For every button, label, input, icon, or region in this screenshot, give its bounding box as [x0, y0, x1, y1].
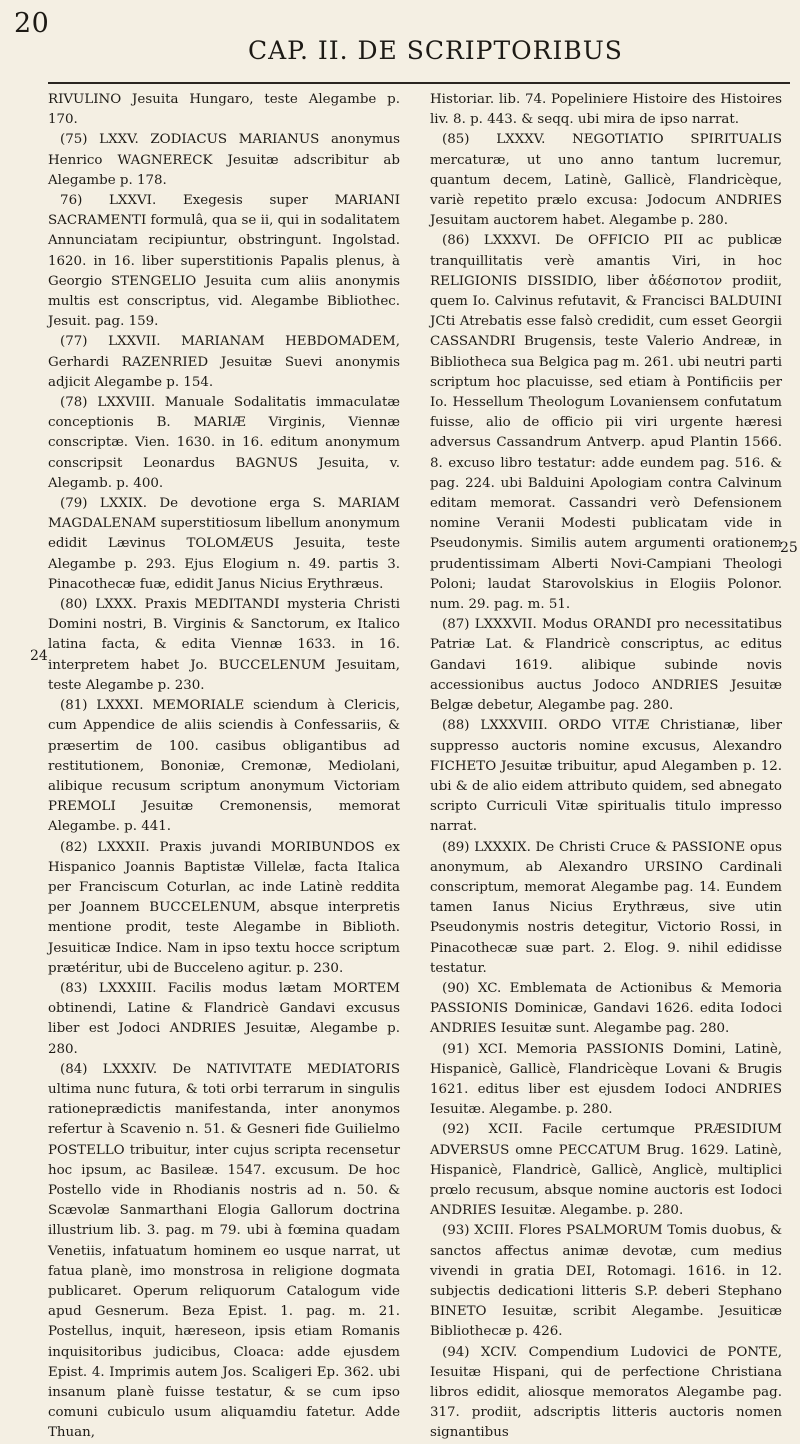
entry-paragraph: (85) LXXXV. NEGOTIATIO SPIRITUALIS mercaturæ, ut uno anno tantum lucremur, quantum decem, Latinè, Gallicè, Flandricèque, variè repetito prælo excusa: Jodocum ANDRIES Jesuitam auctorem habet. Alegambe p. 280. — [430, 132, 782, 229]
right-margin-mark: 25 — [780, 540, 798, 556]
entry-paragraph: (92) XCII. Facile certumque PRÆSIDIUM ADVERSUS omne PECCATUM Brug. 1629. Latinè, Hispanicè, Flandricè, Gallicè, Anglicè, multiplici prœlo recusum, absque nomine auctoris est Iodoci ANDRIES Iesuitæ. Alegambe. p. 280. — [430, 1122, 782, 1219]
entry-paragraph: (93) XCIII. Flores PSALMORUM Tomis duobus, & sanctos affectus animæ devotæ, cum medius vivendi in gratia DEI, Rotomagi. 1616. in 12. subjectis dedicationi litteris S.P. deberi Stephano BINETO Iesuitæ, scribit Alegambe. Jesuiticæ Bibliothecæ p. 426. — [430, 1223, 782, 1340]
entry-paragraph: (77) LXXVII. MARIANAM HEBDOMADEM, Gerhardi RAZENRIED Jesuitæ Suevi anonymis adjicit Alegambe p. 154. — [48, 334, 400, 390]
entry-paragraph: (91) XCI. Memoria PASSIONIS Domini, Latinè, Hispanicè, Gallicè, Flandricèque Lovani & Brugis 1621. editus liber est ejusdem Iodoci ANDRIES Iesuitæ. Alegambe. p. 280. — [430, 1041, 782, 1118]
entry-paragraph: (87) LXXXVII. Modus ORANDI pro necessitatibus Patriæ Lat. & Flandricè conscriptus, ac editus Gandavi 1619. alibique subinde novis accessionibus auctus Jodoco ANDRIES Jesuitæ Belgæ debetur, Alegambe pag. 280. — [430, 617, 782, 714]
entry-paragraph: (90) XC. Emblemata de Actionibus & Memoria PASSIONIS Dominicæ, Gandavi 1626. edita Iodoci ANDRIES Iesuitæ sunt. Alegambe pag. 280. — [430, 980, 782, 1037]
entry-paragraph: RIVULINO Jesuita Hungaro, teste Alegambe p. 170. — [48, 92, 400, 128]
entry-paragraph: (86) LXXXVI. De OFFICIO PII ac publicæ tranquillitatis verè amantis Viri, in hoc RELIGIONIS DISSIDIO, liber ἀδέσποτον prodiit, quem Io. Calvinus refutavit, & Francisci BALDUINI JCti Atrebatis esse falsò credidit, cum esset Georgii CASSANDRI Brugensis, teste Valerio Andreæ, in Bibliotheca sua Belgica pag m. 261. ubi neutri parti scriptum hoc placuisse, sed etiam à Pontificiis per Io. Hessellum Theologum Lovaniensem confutatum fuisse, alio de officio pii viri urgente hæresi adversus Cassandrum Antverp. apud Plantin 1566. 8. excuso libro testatur: adde eundem pag. 516. & pag. 224. ubi Balduini Apologiam contra Calvinum editam memorat. Cassandri verò Defensionem nomine Veranii Modesti publicatam vide in Pseudonymis. Similis autem argumenti orationem prudentissimam Alberti Novi-Campiani Theologi Poloni; laudat Starovolskius in Elogiis Polonor. num. 29. pag. m. 51. — [430, 233, 782, 613]
left-column — [48, 90, 400, 1444]
page-number: 20 — [14, 8, 50, 39]
entry-paragraph: (80) LXXX. Praxis MEDITANDI mysteria Christi Domini nostri, B. Virginis & Sanctorum, ex Italico latina facta, & edita Viennæ 1633. in 16. interpretem habet Jo. BUCCELENUM Jesuitam, teste Alegambe p. 230. — [48, 597, 400, 693]
left-margin-mark: 24 — [30, 648, 48, 664]
entry-paragraph: (94) XCIV. Compendium Ludovici de PONTE, Iesuitæ Hispani, qui de perfectione Christiana libros edidit, aliosque memoratos Alegambe pag. 317. prodiit, adscriptis litteris auctoris nomen signantibus — [430, 1344, 782, 1441]
entry-paragraph: 76) LXXVI. Exegesis super MARIANI SACRAMENTI formulâ, qua se ii, qui in sodalitatem Annunciatam recipiuntur, obstringunt. Ingolstad. 1620. in 16. liber superstitionis Papalis plenus, à Georgio STENGELIO Jesuita cum aliis anonymis multis est conscriptus, vid. Alegambe Bibliothec. Jesuit. pag. 159. — [48, 193, 400, 330]
running-head: CAP. II. DE SCRIPTORIBUS — [248, 36, 623, 65]
header-rule — [48, 82, 790, 84]
entry-paragraph: (78) LXXVIII. Manuale Sodalitatis immaculatæ conceptionis B. MARIÆ Virginis, Viennæ conscriptæ. Vien. 1630. in 16. editum anonymum conscripsit Leonardus BAGNUS Jesuita, v. Alegamb. p. 400. — [48, 395, 400, 491]
entry-paragraph: (82) LXXXII. Praxis juvandi MORIBUNDOS ex Hispanico Joannis Baptistæ Villelæ, facta Italica per Franciscum Coturlan, ac inde Latinè reddita per Joannem BUCCELENUM, absque interpretis mentione prodit, teste Alegambe in Biblioth. Jesuiticæ Indice. Nam in ipso textu hocce scriptum prætéritur, ubi de Bucceleno agitur. p. 230. — [48, 839, 400, 976]
entry-paragraph: Historiar. lib. 74. Popeliniere Histoire des Histoires liv. 8. p. 443. & seqq. ubi mira de ipso narrat. — [430, 92, 782, 128]
entry-paragraph: (84) LXXXIV. De NATIVITATE MEDIATORIS ultima nunc futura, & toti orbi terrarum in singulis rationeprædictis manifestanda, inter anonymos refertur à Scavenio n. 51. & Gesneri fide Guilielmo POSTELLO tribuitur, inter cujus scripta recensetur hoc ipsum, ac Basileæ. 1547. excusum. De hoc Postello vide in Rhodianis nostris ad n. 50. & Scævolæ Sanmarthani Elogia Gallorum doctrina illustrium lib. 3. pag. m 79. ubi à fœmina quadam Venetiis, infatuatum hominem eo usque narrat, ut fatua planè, imo monstrosa in religione dogmata publicaret. Operum reliquorum Catalogum vide apud Gesnerum. Beza Epist. 1. pag. m. 21. Postellus, inquit, hæreseon, ipsis etiam Romanis inquisitoribus judicibus, Cloaca: adde ejusdem Epist. 4. Imprimis autem Jos. Scaligeri Ep. 362. ubi insanum planè fuisse testatur, & se cum ipso comuni cubiculo usum aliquamdiu fatetur. Adde Thuan, — [48, 1061, 400, 1441]
entry-paragraph: (88) LXXXVIII. ORDO VITÆ Christianæ, liber suppresso auctoris nomine excusus, Alexandro FICHETO Jesuitæ tribuitur, apud Alegamben p. 12. ubi & de alio eidem attributo quidem, sed abnegato scripto Curriculi Vitæ spiritualis titulo impresso narrat. — [430, 718, 782, 835]
entry-paragraph: (79) LXXIX. De devotione erga S. MARIAM MAGDALENAM superstitiosum libellum anonymum edidit Lævinus TOLOMÆUS Jesuita, teste Alegambe p. 293. Ejus Elogium n. 49. partis 3. Pinacothecæ fuæ, edidit Janus Nicius Erythræus. — [48, 496, 400, 592]
right-column — [430, 90, 782, 1444]
entry-paragraph: (83) LXXXIII. Facilis modus lætam MORTEM obtinendi, Latine & Flandricè Gandavi excusus liber est Jodoci ANDRIES Jesuitæ, Alegambe p. 280. — [48, 980, 400, 1057]
entry-paragraph: (89) LXXXIX. De Christi Cruce & PASSIONE opus anonymum, ab Alexandro URSINO Cardinali conscriptum, memorat Alegambe pag. 14. Eundem tamen Ianus Nicius Erythræus, sive utin Pseudonymis nostris detegitur, Victorio Rossi, in Pinacothecæ suæ part. 2. Elog. 9. nihil edidisse testatur. — [430, 839, 782, 976]
entry-paragraph: (75) LXXV. ZODIACUS MARIANUS anonymus Henrico WAGNERECK Jesuitæ adscribitur ab Alegambe p. 178. — [48, 132, 400, 188]
entry-paragraph: (81) LXXXI. MEMORIALE sciendum à Clericis, cum Appendice de aliis sciendis à Confessariis, & præsertim de 100. casibus obligantibus ad restitutionem, Bononiæ, Cremonæ, Mediolani, alibique recusum scriptum anonymum Victoriam PREMOLI Jesuitæ Cremonensis, memorat Alegambe. p. 441. — [48, 698, 400, 835]
